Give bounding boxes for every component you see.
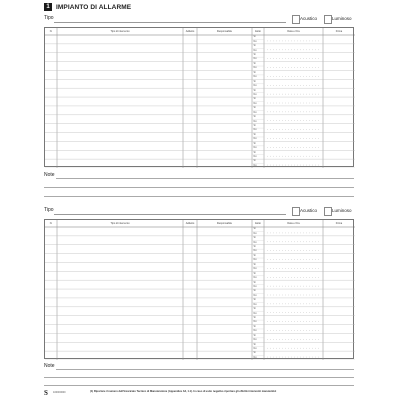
esito-si-option[interactable]: Si [253,61,256,65]
column-header: Responsabile [216,29,233,33]
esito-no-option[interactable]: No [253,267,257,271]
esito-si-option[interactable]: Si [253,88,256,92]
tipo-row-2 [44,206,356,216]
esito-no-option[interactable]: No [253,66,257,70]
acustico-label: Acustico [300,16,318,21]
tipo-label: Tipo [44,15,54,21]
section-number: 1 [44,3,52,11]
esito-no-option[interactable]: No [253,101,257,105]
esito-no-option[interactable]: No [253,284,257,288]
esito-no-option[interactable]: No [253,110,257,114]
esito-si-option[interactable]: Si [253,123,256,127]
column-header: Data e Ora [287,221,300,225]
tipo-line[interactable] [54,22,286,23]
tipo-line[interactable] [54,214,286,215]
column-header: N. [49,221,53,225]
esito-si-option[interactable]: Si [253,79,256,83]
esito-no-option[interactable]: No [253,163,257,167]
esito-si-option[interactable]: Si [253,53,256,57]
column-header: Esito [255,221,261,225]
esito-si-option[interactable]: Si [253,245,256,249]
esito-si-option[interactable]: Si [253,262,256,266]
esito-no-option[interactable]: No [253,355,257,359]
esito-no-option[interactable]: No [253,231,257,235]
column-header: Addetto [185,221,195,225]
esito-si-option[interactable]: Si [253,333,256,337]
table-grid [45,220,355,360]
esito-no-option[interactable]: No [253,128,257,132]
esito-no-option[interactable]: No [253,137,257,141]
esito-si-option[interactable]: Si [253,324,256,328]
esito-no-option[interactable]: No [253,249,257,253]
esito-si-option[interactable]: Si [253,298,256,302]
esito-si-option[interactable]: Si [253,315,256,319]
footer-note: (1) Riportare il numero dell'Incaricato Tecnico di Manutenzione (Appendice A2, 1.1). In caso di esito negativo riportare gli effettivi interventi manutentivi [90,390,277,393]
column-header: Responsabile [216,221,233,225]
note-line[interactable] [44,377,354,378]
esito-no-option[interactable]: No [253,347,257,350]
esito-no-option[interactable]: No [253,311,257,315]
esito-si-option[interactable]: Si [253,106,256,110]
tipo-label: Tipo [44,207,54,213]
note-line[interactable] [44,187,354,188]
note-line[interactable] [56,178,354,179]
column-header: Esito [255,29,261,33]
esito-no-option[interactable]: No [253,258,257,262]
section-heading [44,2,131,12]
luminoso-label: Luminoso [332,208,352,213]
esito-si-option[interactable]: Si [253,115,256,119]
esito-si-option[interactable]: Si [253,236,256,240]
esito-si-option[interactable]: Si [253,35,256,39]
column-header: Firma [335,221,343,225]
esito-si-option[interactable]: Si [253,271,256,275]
column-header: Tipo di intervento [110,29,130,33]
esito-si-option[interactable]: Si [253,44,256,48]
esito-no-option[interactable]: No [253,146,257,150]
note-line[interactable] [44,196,354,197]
esito-no-option[interactable]: No [253,155,257,158]
register-table-2 [44,219,354,359]
tipo-row-1 [44,14,356,24]
acustico-checkbox[interactable] [292,15,300,24]
esito-si-option[interactable]: Si [253,159,256,163]
esito-no-option[interactable]: No [253,293,257,297]
acustico-checkbox[interactable] [292,207,300,216]
esito-no-option[interactable]: No [253,57,257,61]
note-line[interactable] [44,385,354,386]
esito-no-option[interactable]: No [253,302,257,306]
luminoso-label: Luminoso [332,16,352,21]
esito-si-option[interactable]: Si [253,307,256,311]
esito-si-option[interactable]: Si [253,97,256,101]
column-header: Addetto [185,29,195,33]
column-header: Tipo di intervento [110,221,130,225]
esito-no-option[interactable]: No [253,329,257,333]
note-label: Note [44,172,55,178]
esito-no-option[interactable]: No [253,338,257,342]
esito-si-option[interactable]: Si [253,351,256,355]
esito-no-option[interactable]: No [253,276,257,280]
esito-si-option[interactable]: Si [253,227,256,231]
esito-si-option[interactable]: Si [253,141,256,145]
column-header: Data e Ora [287,29,300,33]
esito-si-option[interactable]: Si [253,289,256,293]
column-header: N. [49,29,53,33]
table-grid [45,28,355,168]
luminoso-checkbox[interactable] [324,15,332,24]
esito-si-option[interactable]: Si [253,132,256,136]
esito-si-option[interactable]: Si [253,150,256,154]
esito-si-option[interactable]: Si [253,70,256,74]
esito-si-option[interactable]: Si [253,280,256,284]
column-header: Firma [335,29,343,33]
esito-no-option[interactable]: No [253,92,257,96]
esito-no-option[interactable]: No [253,240,257,244]
form-code: 100000000 [53,391,66,394]
esito-no-option[interactable]: No [253,119,257,123]
esito-no-option[interactable]: No [253,75,257,79]
esito-no-option[interactable]: No [253,48,257,52]
acustico-label: Acustico [300,208,318,213]
register-table-1 [44,27,354,167]
publisher-logo: S [44,389,48,397]
esito-no-option[interactable]: No [253,320,257,324]
esito-si-option[interactable]: Si [253,342,256,346]
esito-si-option[interactable]: Si [253,253,256,257]
esito-no-option[interactable]: No [253,84,257,88]
esito-no-option[interactable]: No [253,39,257,43]
note-label: Note [44,363,55,369]
luminoso-checkbox[interactable] [324,207,332,216]
note-line[interactable] [56,369,354,370]
section-title: IMPIANTO DI ALLARME [56,3,132,11]
